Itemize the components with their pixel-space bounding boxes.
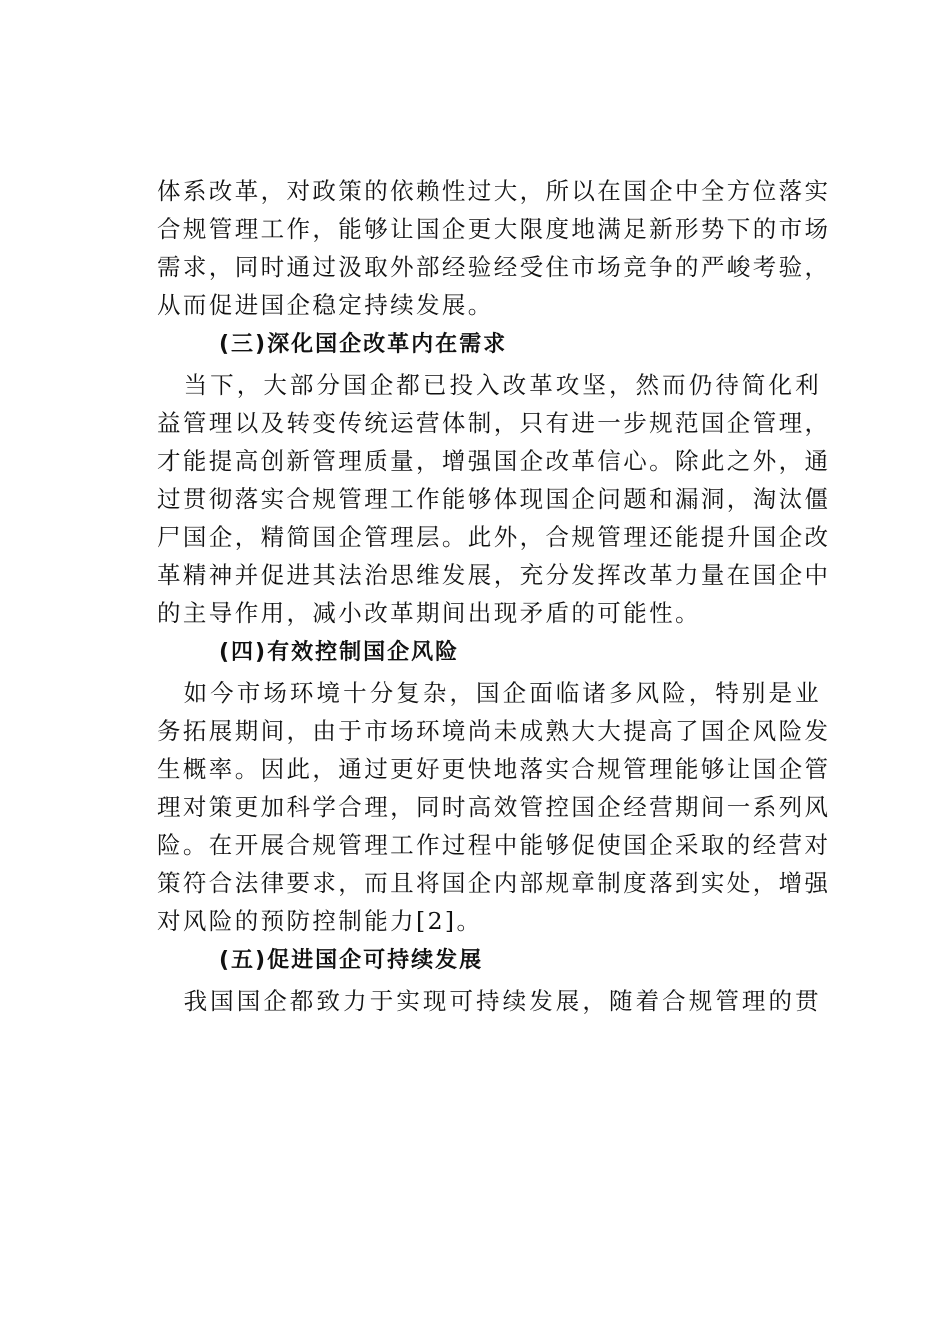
text-line: 我国国企都致力于实现可持续发展，随着合规管理的贯 bbox=[157, 987, 821, 1015]
text-line: 策符合法律要求，而且将国企内部规章制度落到实处，增强 bbox=[157, 869, 831, 897]
text-line: 的主导作用，减小改革期间出现矛盾的可能性。 bbox=[157, 599, 701, 627]
section-heading-5: (五)促进国企可持续发展 bbox=[219, 948, 484, 973]
section-heading-4: (四)有效控制国企风险 bbox=[219, 640, 460, 665]
text-line: 如今市场环境十分复杂，国企面临诸多风险，特别是业 bbox=[157, 679, 821, 707]
document-page bbox=[157, 172, 831, 1020]
section-heading-3: (三)深化国企改革内在需求 bbox=[219, 332, 508, 357]
paragraph-1 bbox=[157, 172, 831, 324]
text-line: 理对策更加科学合理，同时高效管控国企经营期间一系列风 bbox=[157, 793, 831, 821]
text-line: 合规管理工作，能够让国企更大限度地满足新形势下的市场 bbox=[157, 215, 831, 243]
text-line: 需求，同时通过汲取外部经验经受住市场竞争的严峻考验， bbox=[157, 253, 831, 281]
text-line: 革精神并促进其法治思维发展，充分发挥改革力量在国企中 bbox=[157, 561, 831, 589]
text-line: 对风险的预防控制能力[2]。 bbox=[157, 907, 483, 935]
text-line: 险。在开展合规管理工作过程中能够促使国企采取的经营对 bbox=[157, 831, 831, 859]
paragraph-3 bbox=[157, 674, 831, 940]
text-line: 务拓展期间，由于市场环境尚未成熟大大提高了国企风险发 bbox=[157, 717, 831, 745]
paragraph-2 bbox=[157, 366, 831, 632]
text-line: 当下，大部分国企都已投入改革攻坚，然而仍待简化利 bbox=[157, 371, 821, 399]
text-line: 尸国企，精简国企管理层。此外，合规管理还能提升国企改 bbox=[157, 523, 831, 551]
text-line: 从而促进国企稳定持续发展。 bbox=[157, 291, 494, 319]
text-line: 生概率。因此，通过更好更快地落实合规管理能够让国企管 bbox=[157, 755, 831, 783]
text-line: 体系改革，对政策的依赖性过大，所以在国企中全方位落实 bbox=[157, 177, 831, 205]
text-line: 益管理以及转变传统运营体制，只有进一步规范国企管理， bbox=[157, 409, 831, 437]
text-line: 才能提高创新管理质量，增强国企改革信心。除此之外，通 bbox=[157, 447, 831, 475]
text-line: 过贯彻落实合规管理工作能够体现国企问题和漏洞，淘汰僵 bbox=[157, 485, 831, 513]
paragraph-4 bbox=[157, 982, 821, 1020]
